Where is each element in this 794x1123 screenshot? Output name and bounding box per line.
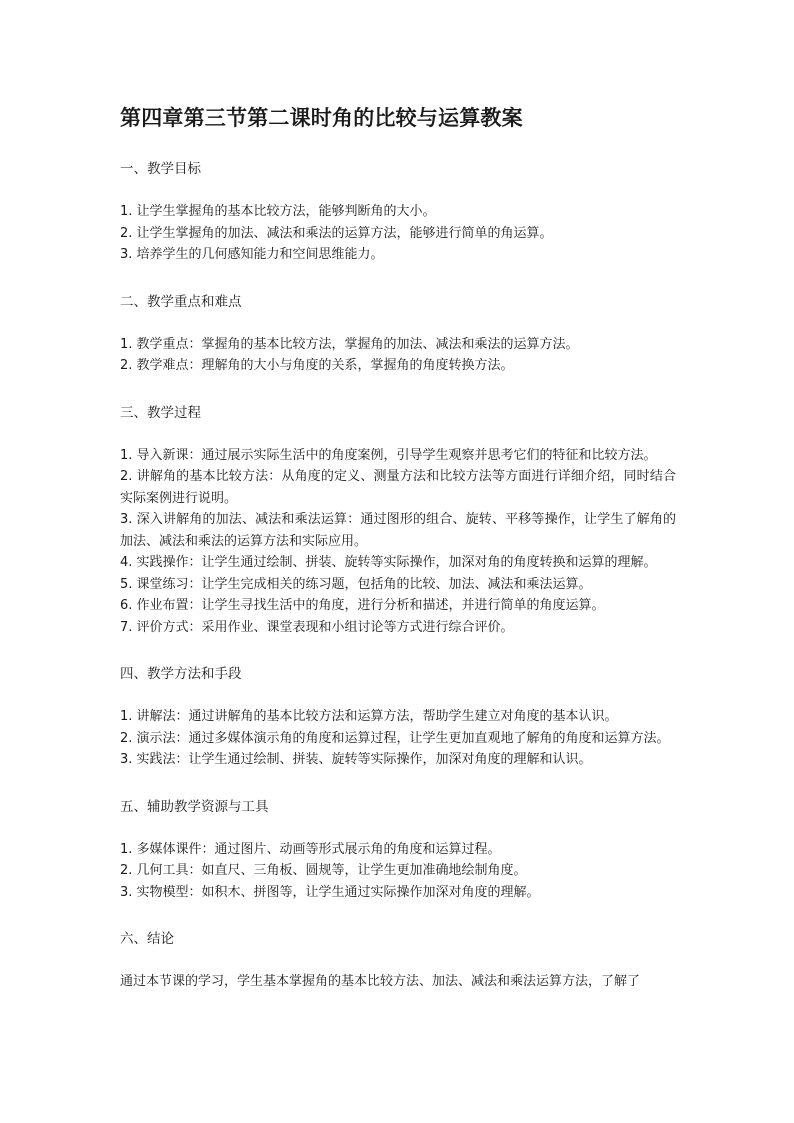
list-item: 5. 课堂练习：让学生完成相关的练习题，包括角的比较、加法、减法和乘法运算。 [120,576,592,592]
section-objectives [120,159,676,266]
list-item: 7. 评价方式：采用作业、课堂表现和小组讨论等方式进行综合评价。 [120,619,514,635]
section-heading: 二、教学重点和难点 [120,293,242,310]
list-item: 2. 讲解角的基本比较方法：从角度的定义、测量方法和比较方法等方面进行详细介绍，同时结合实际案例进行说明。 [120,469,676,506]
section-heading: 五、辅助教学资源与工具 [120,798,269,815]
process-list [120,445,676,639]
list-item: 1. 导入新课：通过展示实际生活中的角度案例，引导学生观察并思考它们的特征和比较方法。 [120,447,657,463]
list-item: 2. 让学生掌握角的加法、减法和乘法的运算方法，能够进行简单的角运算。 [120,225,553,241]
section-heading: 六、结论 [120,931,174,947]
conclusion-paragraph: 通过本节课的学习，学生基本掌握角的基本比较方法、加法、减法和乘法运算方法，了解了 [120,974,641,989]
key-point-list [120,334,676,377]
list-item: 6. 作业布置：让学生寻找生活中的角度，进行分析和描述，并进行简单的角度运算。 [120,598,605,613]
list-item: 4. 实践操作：让学生通过绘制、拼装、旋转等实际操作，加深对角的角度转换和运算的理解。 [120,555,657,570]
section-heading: 三、教学过程 [120,404,201,421]
objective-list [120,201,676,266]
list-item: 2. 演示法：通过多媒体演示角的角度和运算过程，让学生更加直观地了解角的角度和运算方法。 [120,730,670,746]
list-item: 1. 教学重点：掌握角的基本比较方法，掌握角的加法、减法和乘法的运算方法。 [120,336,579,352]
list-item: 3. 实践法：让学生通过绘制、拼装、旋转等实际操作，加深对角度的理解和认识。 [120,752,592,767]
list-item: 2. 几何工具：如直尺、三角板、圆规等，让学生更加准确地绘制角度。 [120,863,527,878]
method-list [120,706,676,771]
list-item: 3. 深入讲解角的加法、减法和乘法运算：通过图形的组合、旋转、平移等操作，让学生了解角的加法、减法和乘法的运算方法和实际应用。 [120,512,676,549]
section-heading: 四、教学方法和手段 [120,666,242,682]
section-conclusion [120,929,676,993]
resource-list [120,839,676,904]
list-item: 1. 多媒体课件：通过图片、动画等形式展示角的角度和运算过程。 [120,841,501,857]
section-heading: 一、教学目标 [120,161,201,177]
list-item: 1. 讲解法：通过讲解角的基本比较方法和运算方法，帮助学生建立对角度的基本认识。 [120,709,618,724]
section-key-points [120,292,676,377]
list-item: 2. 教学难点：理解角的大小与角度的关系，掌握角的角度转换方法。 [120,358,514,373]
page-title: 第四章第三节第二课时角的比较与运算教案 [120,106,523,130]
section-process [120,403,676,639]
list-item: 1. 让学生掌握角的基本比较方法，能够判断角的大小。 [120,204,436,219]
list-item: 3. 实物模型：如积木、拼图等，让学生通过实际操作加深对角度的理解。 [120,884,540,900]
section-methods [120,664,676,771]
list-item: 3. 培养学生的几何感知能力和空间思维能力。 [120,247,384,262]
section-resources [120,797,676,904]
lesson-plan [120,103,676,993]
